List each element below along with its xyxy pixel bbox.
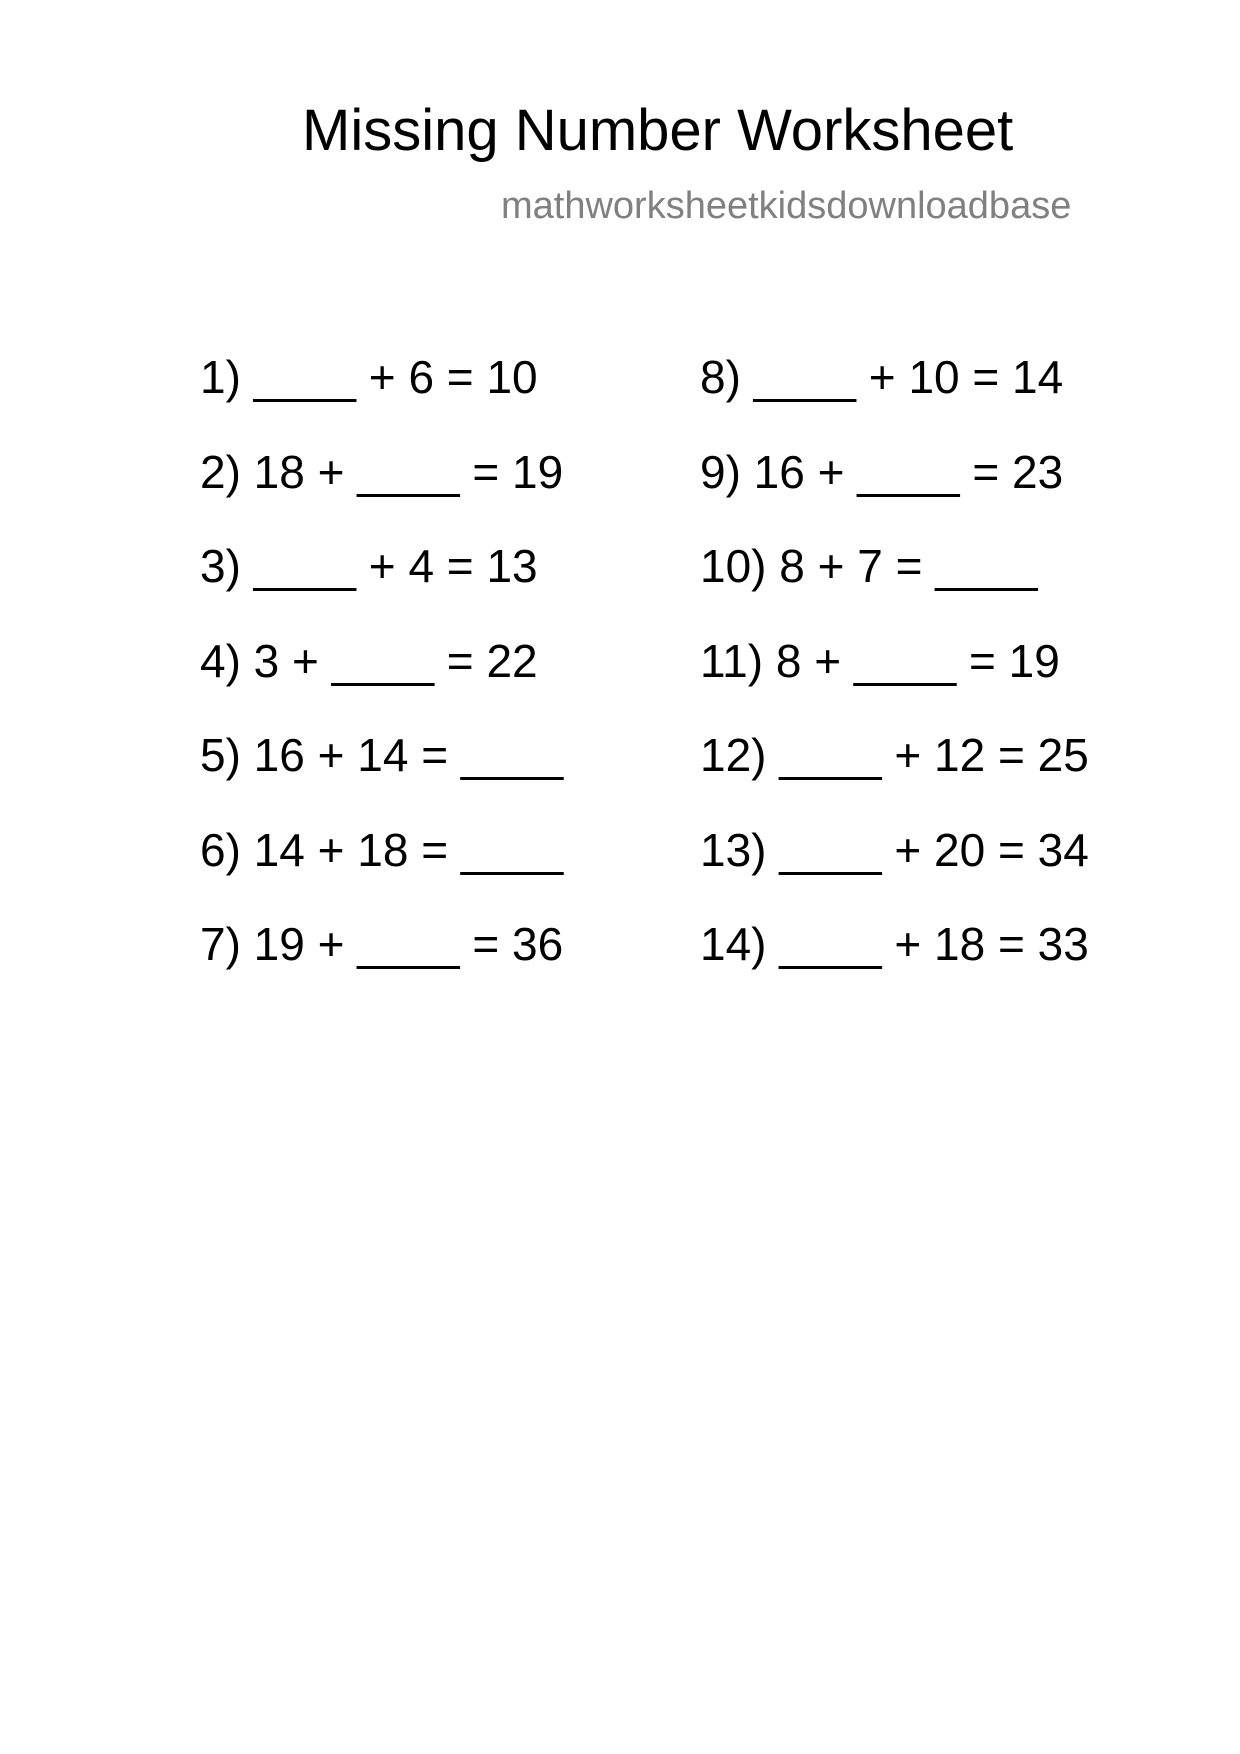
problem-13: 13) ____ + 20 = 34	[700, 823, 1089, 876]
problem-2: 2) 18 + ____ = 19	[200, 445, 564, 498]
problem-4: 4) 3 + ____ = 22	[200, 634, 538, 687]
problem-14: 14) ____ + 18 = 33	[700, 918, 1089, 970]
site-watermark: mathworksheetkidsdownloadbase	[501, 185, 1072, 227]
problem-6: 6) 14 + 18 = ____	[200, 823, 564, 876]
problem-8: 8) ____ + 10 = 14	[700, 351, 1064, 403]
problem-column-right	[700, 350, 1089, 1012]
problem-10: 10) 8 + 7 = ____	[700, 540, 1038, 592]
problem-9: 9) 16 + ____ = 23	[700, 445, 1064, 498]
page-title: Missing Number Worksheet	[302, 98, 1014, 163]
problem-7: 7) 19 + ____ = 36	[200, 918, 564, 970]
problem-1: 1) ____ + 6 = 10	[200, 351, 538, 403]
problem-column-left	[200, 350, 563, 1012]
problem-12: 12) ____ + 12 = 25	[700, 729, 1089, 781]
problem-5: 5) 16 + 14 = ____	[200, 729, 564, 781]
problem-11: 11) 8 + ____ = 19	[700, 634, 1060, 687]
problem-3: 3) ____ + 4 = 13	[200, 540, 538, 592]
